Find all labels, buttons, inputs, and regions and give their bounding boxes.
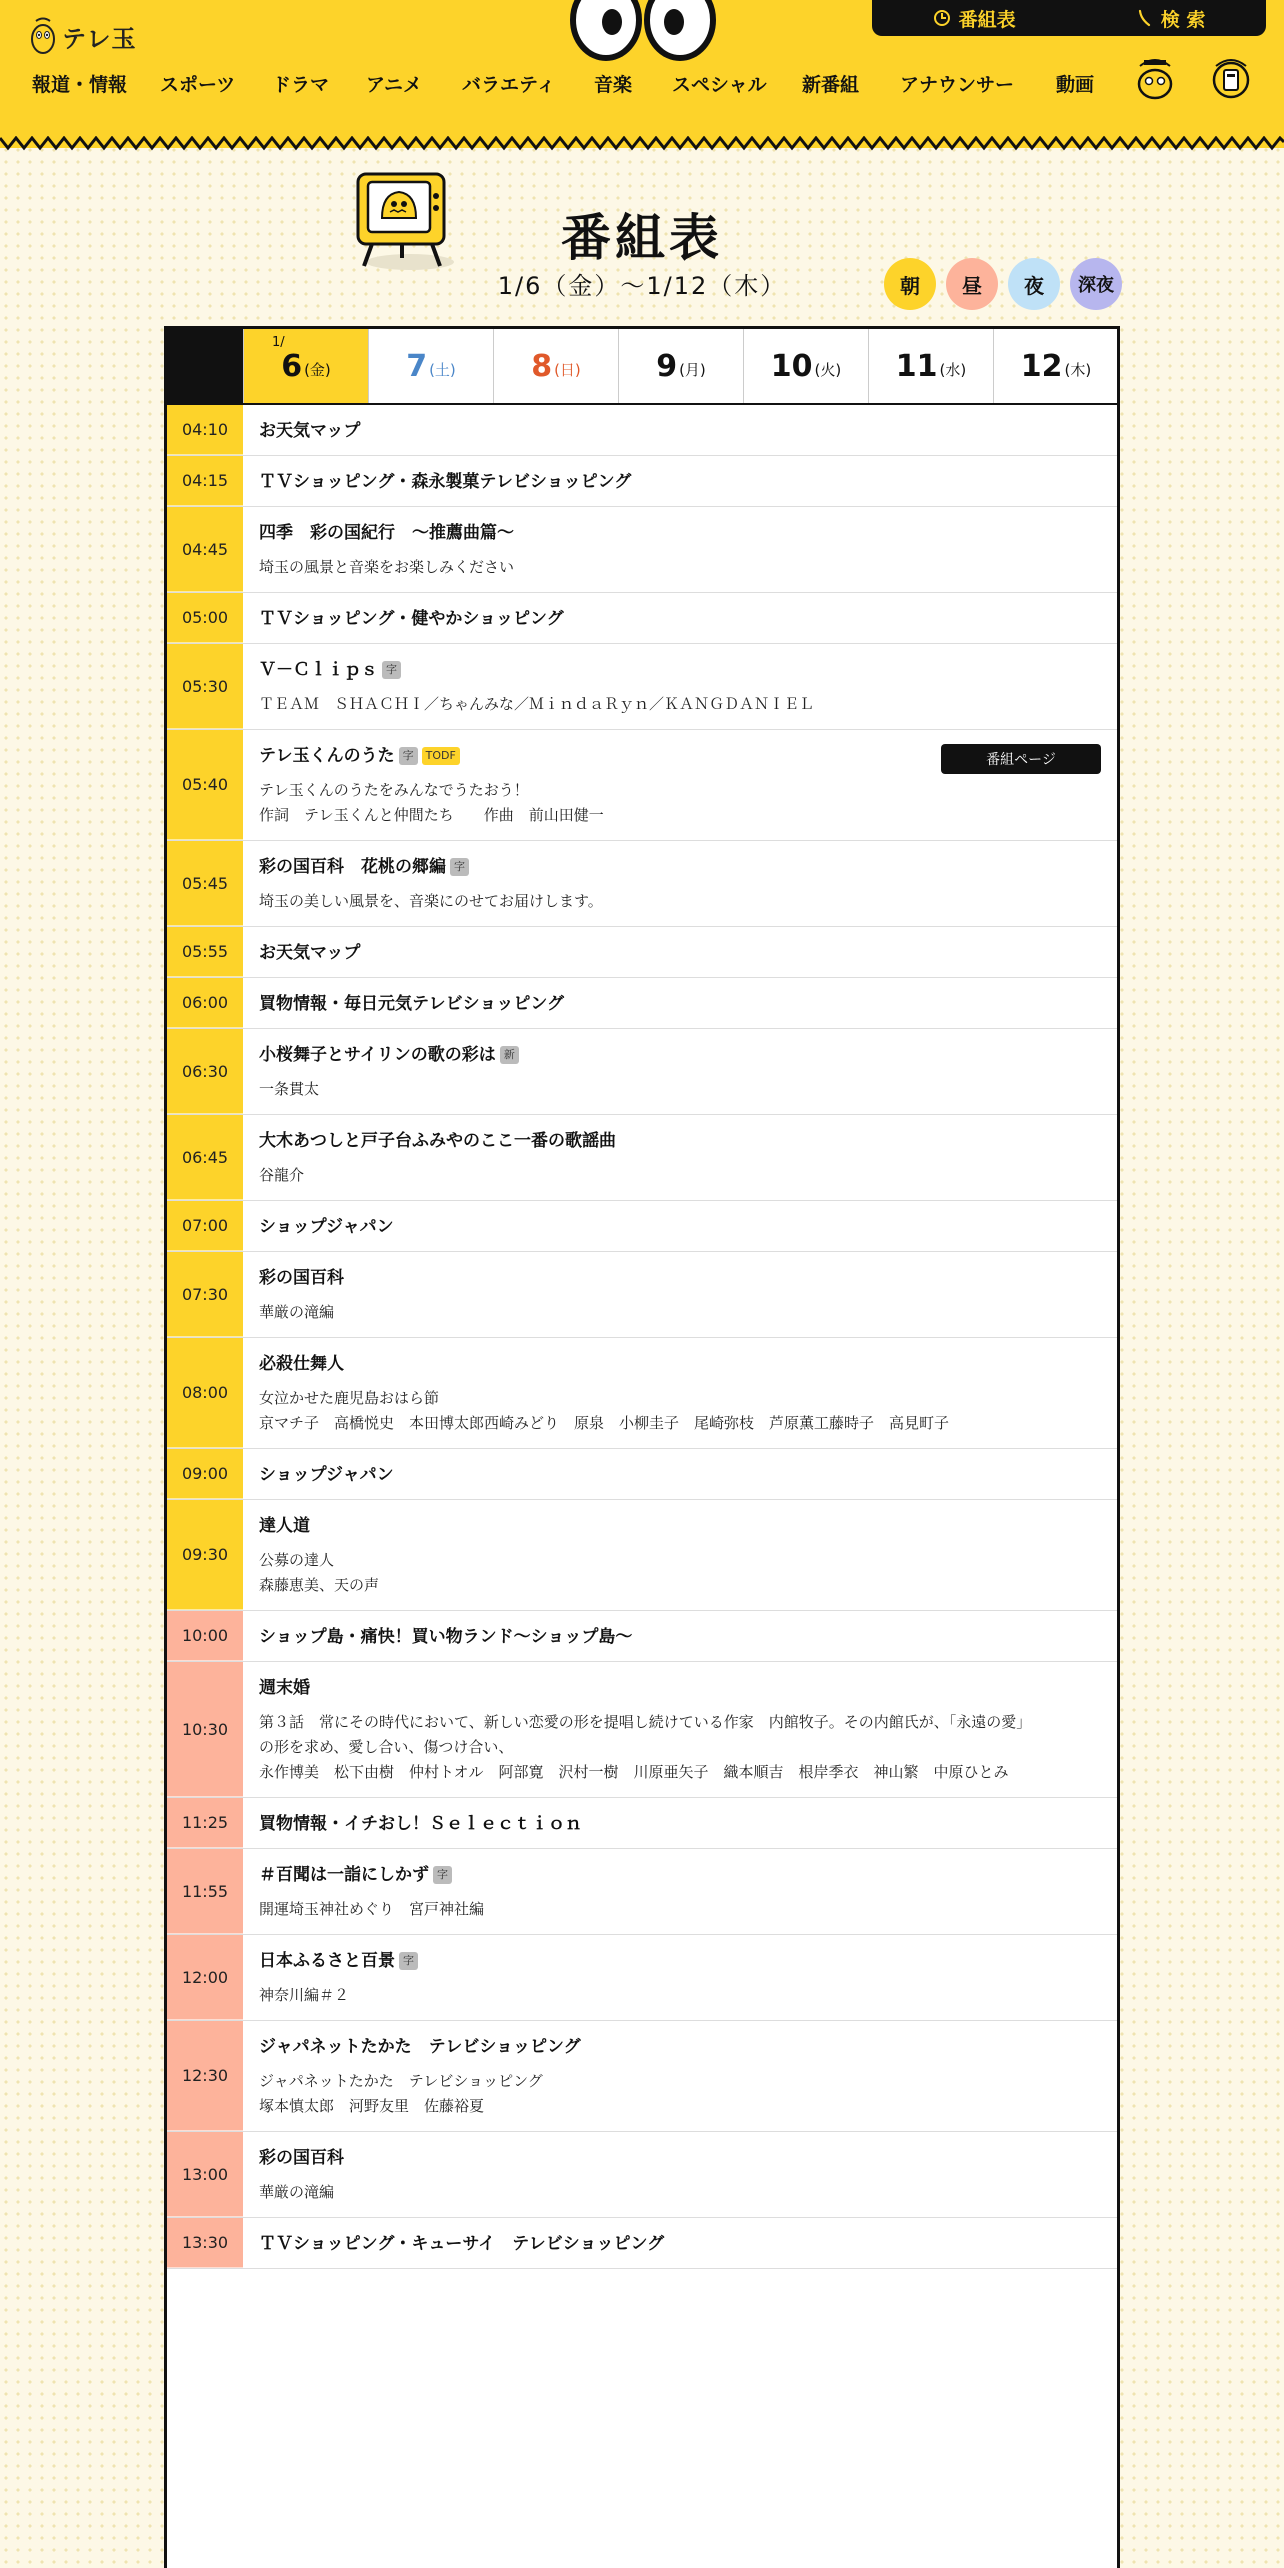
program-row[interactable] (167, 730, 1117, 841)
time-of-day-label: 深夜 (1078, 275, 1114, 296)
time-of-day-night-button[interactable] (1008, 258, 1060, 310)
program-time: 05:45 (167, 841, 243, 926)
day-tab[interactable] (493, 329, 618, 403)
time-of-day-noon-button[interactable] (946, 258, 998, 310)
program-title[interactable]: ショップジャパン (259, 1465, 394, 1485)
program-title[interactable]: ＴＶショッピング・森永製菓テレビショッピング (259, 472, 632, 492)
program-row[interactable] (167, 1252, 1117, 1338)
program-cell (243, 1201, 1117, 1251)
program-cell (243, 593, 1117, 643)
program-time: 08:00 (167, 1338, 243, 1448)
program-time: 13:00 (167, 2132, 243, 2217)
program-title[interactable]: 彩の国百科 (259, 2148, 344, 2168)
program-time: 04:10 (167, 405, 243, 455)
nav-item-announcer[interactable]: アナウンサー (900, 74, 1015, 96)
program-list (167, 405, 1117, 2269)
program-title-line (259, 2146, 1101, 2170)
program-description-line: の形を求め、愛し合い、傷つけ合い、 (259, 1738, 514, 1756)
program-description (259, 1983, 1101, 2008)
program-title-line (259, 1812, 1101, 1836)
time-of-day-late-night-button[interactable] (1070, 258, 1122, 310)
program-description-line: 京マチ子 高橋悦史 本田博太郎西崎みどり 原泉 小柳圭子 尾崎弥枝 芦原薫工藤時子 高見町子 (259, 1414, 950, 1432)
program-title[interactable]: 買物情報・イチおし！Ｓｅｌｅｃｔｉｏｎ (259, 1814, 582, 1834)
top-link-search[interactable] (1137, 5, 1206, 32)
day-weekday: (金) (304, 360, 331, 379)
program-row[interactable] (167, 1201, 1117, 1252)
nav-item-anime[interactable]: アニメ (366, 74, 423, 96)
logo-text: テレ玉 (62, 24, 137, 53)
top-link-schedule-label: 番組表 (958, 8, 1016, 31)
day-tab[interactable] (618, 329, 743, 403)
program-cell (243, 1449, 1117, 1499)
program-cell (243, 2021, 1117, 2131)
program-title[interactable]: ＴＶショッピング・キューサイ テレビショッピング (259, 2234, 665, 2254)
program-description-line: 永作博美 松下由樹 仲村トオル 阿部寛 沢村一樹 川原亜矢子 織本順吉 根岸季衣 神山繁 中原ひとみ (259, 1763, 1009, 1781)
program-time: 12:00 (167, 1935, 243, 2020)
nav-item-variety[interactable]: バラエティ (462, 74, 556, 96)
program-description (259, 1077, 1101, 1102)
program-time: 10:00 (167, 1611, 243, 1661)
program-time: 05:30 (167, 644, 243, 729)
program-cell (243, 1798, 1117, 1848)
program-title[interactable]: ショップ島・痛快！買い物ランド～ショップ島～ (259, 1627, 633, 1647)
program-row[interactable] (167, 1029, 1117, 1115)
program-tag: 字 (382, 661, 401, 679)
program-title-line (259, 470, 1101, 494)
program-description (259, 2069, 1101, 2119)
program-description (259, 692, 1101, 717)
teletama-mascot-icon (30, 16, 56, 56)
program-title-line (259, 2232, 1101, 2256)
day-tabs-corner (167, 329, 243, 403)
program-title[interactable]: 小桜舞子とサイリンの歌の彩は (259, 1045, 496, 1065)
program-description-line: 女泣かせた鹿児島おはら節 (259, 1389, 440, 1407)
program-title[interactable]: 日本ふるさと百景 (259, 1951, 395, 1971)
program-title[interactable]: 大木あつしと戸子台ふみやのここ一番の歌謡曲 (259, 1131, 616, 1151)
program-time: 06:30 (167, 1029, 243, 1114)
program-description-line: ジャパネットたかた テレビショッピング (259, 2072, 543, 2090)
day-weekday: (土) (429, 360, 456, 379)
program-time: 10:30 (167, 1662, 243, 1797)
program-title[interactable]: 週末婚 (259, 1678, 310, 1698)
program-title-line (259, 1463, 1101, 1487)
program-cell (243, 405, 1117, 455)
program-row[interactable] (167, 1935, 1117, 2021)
program-cell (243, 927, 1117, 977)
nav-item-video[interactable]: 動画 (1056, 74, 1095, 96)
program-title-line (259, 1949, 1101, 1973)
program-title-line (259, 1352, 1101, 1376)
program-time: 07:00 (167, 1201, 243, 1251)
program-row[interactable] (167, 1500, 1117, 1611)
program-title-line (259, 1043, 1101, 1067)
program-time: 06:45 (167, 1115, 243, 1200)
day-number: 9 (656, 348, 678, 384)
program-time: 05:00 (167, 593, 243, 643)
program-description (259, 1897, 1101, 1922)
time-of-day-label: 朝 (900, 273, 920, 298)
program-row[interactable] (167, 1662, 1117, 1798)
program-title[interactable]: お天気マップ (259, 421, 361, 441)
program-description-line: 神奈川編＃２ (259, 1986, 350, 2004)
day-tab[interactable] (243, 329, 368, 403)
program-title-line (259, 419, 1101, 443)
program-row[interactable] (167, 405, 1117, 456)
day-number: 12 (1020, 348, 1063, 384)
program-title[interactable]: 四季 彩の国紀行 ～推薦曲篇～ (259, 523, 514, 543)
program-title-line (259, 1676, 1101, 1700)
program-time: 05:40 (167, 730, 243, 840)
program-row[interactable] (167, 1798, 1117, 1849)
search-icon (1137, 9, 1153, 27)
program-time: 09:30 (167, 1500, 243, 1610)
day-weekday: (火) (814, 360, 842, 379)
program-title-line (259, 1863, 1101, 1887)
program-title-line (259, 658, 1101, 682)
program-description-line: テレ玉くんのうたをみんなでうたおう！ (259, 781, 529, 799)
nav-item-new-programs[interactable]: 新番組 (802, 74, 860, 96)
program-description-line: 華厳の滝編 (259, 2183, 335, 2201)
site-logo[interactable] (30, 14, 137, 58)
program-cell (243, 1935, 1117, 2020)
program-row[interactable] (167, 1611, 1117, 1662)
program-tag: 字 (399, 1952, 418, 1970)
program-row[interactable] (167, 644, 1117, 730)
day-number: 7 (406, 348, 428, 384)
program-time: 11:55 (167, 1849, 243, 1934)
day-tab[interactable] (743, 329, 868, 403)
time-of-day-label: 昼 (962, 273, 982, 298)
program-cell (243, 1029, 1117, 1114)
program-description-line: 塚本慎太郎 河野友里 佐藤裕夏 (259, 2097, 485, 2115)
program-description (259, 1163, 1101, 1188)
program-title-line (259, 992, 1101, 1016)
nav-item-special[interactable]: スペシャル (672, 74, 767, 96)
program-cell (243, 1662, 1117, 1797)
top-link-schedule[interactable] (933, 5, 1016, 32)
day-weekday: (月) (679, 360, 706, 379)
top-link-search-label: 検 索 (1160, 8, 1206, 31)
program-cell (243, 2132, 1117, 2217)
program-cell (243, 507, 1117, 592)
program-title[interactable]: 買物情報・毎日元気テレビショッピング (259, 994, 564, 1014)
program-description-line: 森藤恵美、天の声 (259, 1576, 380, 1594)
program-title[interactable]: ショップジャパン (259, 1217, 394, 1237)
clock-icon (933, 9, 951, 27)
day-number: 10 (770, 348, 813, 384)
program-time: 11:25 (167, 1798, 243, 1848)
program-description (259, 889, 1101, 914)
program-description (259, 555, 1101, 580)
program-description-line: 公募の達人 (259, 1551, 335, 1569)
day-number: 8 (531, 348, 553, 384)
nav-item-music[interactable]: 音楽 (594, 74, 633, 96)
program-description-line: 作詞 テレ玉くんと仲間たち 作曲 前山田健一 (259, 806, 604, 824)
program-title-line (259, 1266, 1101, 1290)
program-description-line: 一条貫太 (259, 1080, 320, 1098)
program-cell (243, 644, 1117, 729)
program-title[interactable]: テレ玉くんのうた (259, 746, 395, 766)
program-title-line (259, 1625, 1101, 1649)
program-row[interactable] (167, 1338, 1117, 1449)
program-time: 12:30 (167, 2021, 243, 2131)
program-time: 06:00 (167, 978, 243, 1028)
program-cell (243, 1500, 1117, 1610)
program-title[interactable]: ＴＶショッピング・健やかショッピング (259, 609, 564, 629)
program-cell (243, 1338, 1117, 1448)
program-row[interactable] (167, 927, 1117, 978)
program-title[interactable]: お天気マップ (259, 943, 361, 963)
program-cell (243, 1611, 1117, 1661)
program-cell (243, 2218, 1117, 2268)
day-tab[interactable] (868, 329, 993, 403)
program-row[interactable] (167, 2021, 1117, 2132)
teletama-kun-badge-icon[interactable] (1134, 54, 1176, 100)
day-tab[interactable] (993, 329, 1118, 403)
program-row[interactable] (167, 456, 1117, 507)
program-cell (243, 730, 1117, 840)
program-time: 04:15 (167, 456, 243, 506)
program-title-line (259, 1215, 1101, 1239)
page-title: 番組表 (561, 209, 723, 267)
time-of-day-label: 夜 (1024, 273, 1044, 298)
program-title[interactable]: 必殺仕舞人 (259, 1354, 344, 1374)
program-title[interactable]: 彩の国百科 (259, 1268, 344, 1288)
program-title-line (259, 521, 1101, 545)
program-title[interactable]: ＃百聞は一詣にしかず (259, 1865, 429, 1885)
program-tag: 字 (433, 1866, 452, 1884)
program-cell (243, 1115, 1117, 1200)
program-description-line: 華厳の滝編 (259, 1303, 335, 1321)
program-description (259, 778, 1101, 828)
nav-item-sports[interactable]: スポーツ (160, 74, 236, 96)
program-title[interactable]: ジャパネットたかた テレビショッピング (259, 2037, 581, 2057)
day-number: 11 (895, 348, 938, 384)
program-page-button[interactable]: 番組ページ (941, 744, 1101, 774)
program-time: 05:55 (167, 927, 243, 977)
program-description (259, 1386, 1101, 1436)
program-cell (243, 841, 1117, 926)
time-of-day-morning-button[interactable] (884, 258, 936, 310)
program-description (259, 1548, 1101, 1598)
program-time: 09:00 (167, 1449, 243, 1499)
program-row[interactable] (167, 1449, 1117, 1500)
day-weekday: (木) (1064, 360, 1092, 379)
program-row[interactable] (167, 978, 1117, 1029)
day-number: 6 (281, 348, 303, 384)
program-row[interactable] (167, 2132, 1117, 2218)
program-tag: TODF (422, 747, 460, 765)
program-title-line (259, 941, 1101, 965)
header-zigzag-edge (0, 136, 1284, 152)
program-cell (243, 456, 1117, 506)
program-title-line (259, 855, 1101, 879)
top-links (872, 0, 1266, 36)
program-description (259, 1710, 1101, 1785)
program-time: 13:30 (167, 2218, 243, 2268)
program-description (259, 2180, 1101, 2205)
day-tabs (167, 329, 1117, 405)
program-description-line: 埼玉の風景と音楽をお楽しみください (259, 558, 515, 576)
program-tag: 字 (399, 747, 418, 765)
nav-item-news[interactable]: 報道・情報 (32, 74, 128, 96)
mascot-eyes-icon (568, 0, 718, 64)
program-description-line: 開運埼玉神社めぐり 宮戸神社編 (259, 1900, 485, 1918)
program-description-line: ＴＥＡＭ ＳＨＡＣＨＩ／ちゃんみな／ＭｉｎｄａＲｙｎ／ＫＡＮＧＤＡＮＩＥＬ (259, 695, 815, 713)
program-row[interactable] (167, 507, 1117, 593)
date-range: 1/6（金）〜1/12（木） (497, 272, 787, 300)
program-row[interactable] (167, 593, 1117, 644)
program-row[interactable] (167, 2218, 1117, 2269)
program-description-line: 埼玉の美しい風景を、音楽にのせてお届けします。 (259, 892, 603, 910)
program-tag: 新 (500, 1046, 519, 1064)
program-title[interactable]: 達人道 (259, 1516, 310, 1536)
program-title-line (259, 607, 1101, 631)
program-tag: 字 (450, 858, 469, 876)
program-cell (243, 978, 1117, 1028)
program-title[interactable]: Ｖ－Ｃｌｉｐｓ (259, 660, 378, 680)
site-header (0, 0, 1284, 148)
program-row[interactable] (167, 1115, 1117, 1201)
program-cell (243, 1849, 1117, 1934)
program-row[interactable] (167, 841, 1117, 927)
saitama-pass-badge-icon[interactable] (1210, 54, 1252, 100)
day-tab[interactable] (368, 329, 493, 403)
program-time: 07:30 (167, 1252, 243, 1337)
program-row[interactable] (167, 1849, 1117, 1935)
program-description-line: 谷龍介 (259, 1166, 305, 1184)
program-title-line (259, 2035, 1101, 2059)
program-schedule (164, 326, 1120, 2568)
program-cell (243, 1252, 1117, 1337)
main-nav (0, 64, 1284, 104)
day-month: 1/ (272, 335, 285, 350)
program-title-line (259, 1129, 1101, 1153)
program-title[interactable]: 彩の国百科 花桃の郷編 (259, 857, 446, 877)
program-description-line: 第３話 常にその時代において、新しい恋愛の形を提唱し続けている作家 内館牧子。その内館氏が、「永遠の愛」 (259, 1713, 1032, 1731)
day-weekday: (日) (554, 360, 581, 379)
program-title-line (259, 1514, 1101, 1538)
nav-item-drama[interactable]: ドラマ (272, 74, 330, 96)
day-weekday: (水) (939, 360, 967, 379)
program-description (259, 1300, 1101, 1325)
program-time: 04:45 (167, 507, 243, 592)
